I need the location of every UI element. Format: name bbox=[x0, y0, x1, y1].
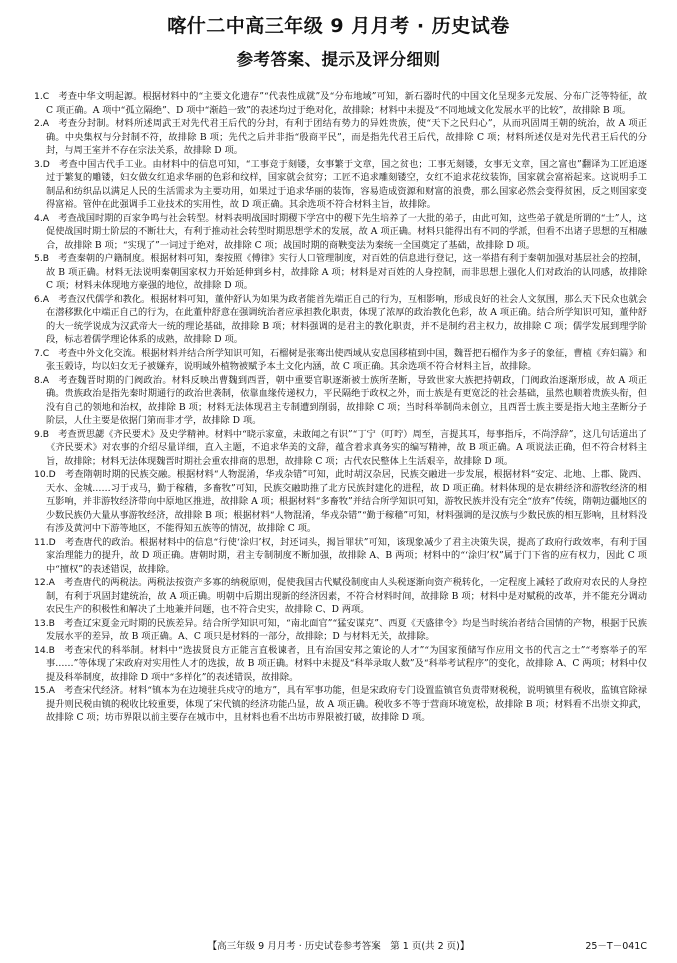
answer-explanation: 考查宋代经济。材料“镇本为在边境驻兵戍守的地方”，具有军事功能，但是宋政府专门设置监镇官负责带财税税，说明镇里有税收，监镇官除禄提升则民税由镇的税收比较重要，体现了宋代镇的经济功能凸显，故 A 项正确。税收多不等于营商环境宽松，故排除 B 项；材料看不出崇文抑武，故排除 C 项；坊市界限以前主要存在城市中，且材料也看不出坊市界限被打破，故排除 D 项。 bbox=[46, 685, 647, 723]
document-title: 喀什二中高三年级 9 月月考 · 历史试卷 bbox=[167, 15, 510, 37]
answer-explanation: 考查汉代儒学和教化。根据材料可知，董仲舒认为如果为政者能首先端正自己的行为，互相影响，形成良好的社会人文氛围，那么天下民众也就会在潜移默化中端正自己的行为，在此董仲舒意在强调统治者应承担教化职责，体现了浓厚的政治教化色彩，故 A 项正确。结合所学知识可知，董仲舒的大一统学说成为汉武帝大一统的理论基础，故排除 B 项；材料强调的是君主的教化职责，并不是制约君主权力，故排除 C 项；儒学发展到理学阶段，标志着儒学理论体系的成熟，故排除 D 项。 bbox=[46, 293, 647, 345]
answer-explanation: 考查隋朝时期的民族交融。根据材料“人物混淆，华戎杂错”可知，此时胡汉杂居，民族交融进一步发展，根据材料“安定、北地、上郡、陇西、天水、金城……习于戎马，勤于稼穑，多畜牧”可知，民族交融助推了北方民族封建化的进程，故 D 项正确。材料体现的是农耕经济和游牧经济的相互影响，并非游牧经济带向中原地区推进，故排除 A 项；根据材料“多畜牧”并结合所学知识可知，游牧民族并没有完全“放弃”传统，隋朝边疆地区的少数民族仍大量从事游牧经济，故排除 B 项；根据材料“人物混淆，华戎杂错”“勤于稼穑”可知，材料强调的是汉族与少数民族的相互影响，且材料没有涉及黄河中下游等地区，不能得知五族等的情况，故排除 C 项。 bbox=[46, 469, 647, 534]
answer-number: 11.D bbox=[34, 536, 56, 548]
answer-explanation: 考查秦朝的户籍制度。根据材料可知，秦按照《傅律》实行人口管理制度，对百姓的信息进行登记，这一举措有利于秦朝加强对基层社会的控制，故 B 项正确。材料无法说明秦朝国家权力开始延伸到乡村，故排除 A 项；材料是对百姓的人身控制，而非思想上强化人们对政治的认同感，故排除 C 项；材料未体现地方豪强的地位，故排除 D 项。 bbox=[46, 253, 647, 291]
answer-explanation: 考查贾思勰《齐民要术》及史学精神。材料中“晓示家童，未敢闻之有识”“丁宁（叮咛）周至，言提其耳，每事指斥，不尚浮辞”，这几句话道出了《齐民要术》对农事的介绍尽量详细，直入主题，不追求华美的文辞，蕴含着求真务实的编写精神，故 B 项正确。A 项说法正确，但不符合材料主旨，故排除；材料无法体现魏晋时期社会重农排商的思想，故排除 C 项；古代农民整体上生活艰辛，故排除 D 项。 bbox=[46, 428, 647, 467]
answer-item bbox=[34, 252, 647, 293]
answer-number: 2.A bbox=[34, 118, 50, 129]
answer-item bbox=[34, 374, 647, 428]
answer-item bbox=[34, 90, 647, 117]
answer-explanation: 考查分封制。材料所述周武王对先代君王后代的分封，有利于团结有势力的异姓贵族，使“天下之民归心”，从而巩固周王朝的统治，故 A 项正确。中央集权与分封制不符，故排除 B 项；先代之后并非指“殷商平民”，而是指先代君王后代，故排除 C 项；材料所述仅是对先代君王后代的分封，与周王室并不存在宗法关系，故排除 D 项。 bbox=[46, 118, 647, 156]
answer-item bbox=[34, 158, 647, 212]
answer-explanations bbox=[34, 90, 647, 926]
footer-page-info: 【高三年级 9 月月考 · 历史试卷参考答案 第 1 页(共 2 页)】 bbox=[207, 941, 470, 952]
answer-item bbox=[34, 347, 647, 374]
answer-item bbox=[34, 644, 647, 685]
answer-number: 5.B bbox=[34, 253, 50, 264]
answer-number: 14.B bbox=[34, 644, 55, 656]
answer-number: 15.A bbox=[34, 685, 55, 696]
answer-explanation: 考查中外文化交流。根据材料并结合所学知识可知，石榴树是张骞出使西域从安息国移植到中国，魏晋把石榴作为多子的象征，曹植《弃妇篇》和张玉榖诗，均以妇女无子被嫌弃，说明域外植物被赋予本土文化内涵，故 C 项正确。其余选项不符合材料主旨，故排除。 bbox=[46, 347, 647, 372]
answer-explanation: 考查唐代的两税法。两税法按资产多寡的纳税原则，促使我国古代赋役制度由人头税逐渐向资产税转化，一定程度上减轻了政府对农民的人身控制，有利于巩固封建统治，故 A 项正确。明朝中后期出现新的经济因素，不符合材料时间，故排除 B 项；材料中是对赋税的改革，并不能充分调动农民生产的积极性和解决了土地兼并问题，也不符合史实，故排除 C、D 两项。 bbox=[46, 577, 647, 615]
answer-number: 1.C bbox=[34, 91, 50, 102]
answer-number: 7.C bbox=[34, 347, 50, 359]
answer-explanation: 考查战国时期的百家争鸣与社会转型。材料表明战国时期稷下学宫中的稷下先生培养了一大批的弟子，由此可知，这些弟子就是所谓的“士”人，这促使战国时期士阶层的不断壮大，有利于推动社会转型时期思想学术的发展，故 A 项正确。材料只能得出有不同的学派，但看不出诸子思想的互相融合，故排除 B 项；“实现了”一词过于绝对，故排除 C 项；战国时期的商鞅变法为秦统一全国奠定了基础，故排除 D 项。 bbox=[46, 212, 647, 251]
answer-item bbox=[34, 117, 647, 158]
answer-item bbox=[34, 212, 647, 253]
answer-explanation: 考查宋代的科举制。材料中“选拔贤良方正能言直极谏者，且有治国安邦之策论的人才”“为国家预储写作应用文书的代言之士”“考察举子的军事……”等体现了宋政府对实用性人才的选拔，故 B 项正确。材料中未提及“科举录取人数”及“科举考试程序”的变化，故排除 A、C 两项；材料中仅提及科举制度，故排除 D 项中“多样化”的表述错误，故排除。 bbox=[46, 644, 647, 683]
page-footer bbox=[0, 938, 677, 956]
answer-item bbox=[34, 576, 647, 617]
answer-explanation: 考查辽宋夏金元时期的民族差异。结合所学知识可知，“南北面官”“猛安谋克”、西夏《天盛律令》均是当时统治者结合国情的产物，根据于民族发展水平的差异，故 B 项正确。A、C 项只是材料的一部分，故排除；D 与材料无关，故排除。 bbox=[46, 617, 647, 642]
answer-number: 4.A bbox=[34, 212, 50, 224]
answer-number: 6.A bbox=[34, 293, 50, 305]
answer-number: 9.B bbox=[34, 428, 50, 440]
answer-explanation: 考查唐代的政治。根据材料中的信息“行使‘涂归’权，封还词头，揭旨罪状”可知，该现象减少了君主决策失误，提高了政府行政效率，有利于国家治理能力的提升，故 D 项正确。唐朝时期，君主专制制度不断加强，故排除 A、B 两项；材料中的“‘涂归’权”属于门下省的应有权力，因此 C 项中“擅权”的表述错误，故排除。 bbox=[46, 536, 647, 575]
footer-doc-code: 25－T－041C bbox=[585, 941, 647, 952]
answer-item bbox=[34, 536, 647, 577]
answer-item bbox=[34, 617, 647, 644]
document-subtitle: 参考答案、提示及评分细则 bbox=[236, 50, 441, 69]
answer-number: 8.A bbox=[34, 374, 50, 386]
answer-explanation: 考查中华文明起源。根据材料中的“主要文化遗存”“代表性成就”及“分布地域”可知，新石器时代的中国文化呈现多元发展、分布广泛等特征，故 C 项正确。A 项中“孤立隔绝”、D 项中“渐趋一致”的表述均过于绝对化，故排除；材料中未提及“不同地域文化发展水平的比较”，故排除 B 项。 bbox=[46, 91, 647, 116]
answer-item bbox=[34, 684, 647, 725]
answer-number: 3.D bbox=[34, 158, 50, 170]
answer-item bbox=[34, 428, 647, 469]
answer-number: 12.A bbox=[34, 577, 55, 588]
answer-item bbox=[34, 468, 647, 536]
answer-explanation: 考查魏晋时期的门阀政治。材料反映出曹魏到西晋，朝中重要官职逐渐被士族所垄断，导致世家大族把持朝政，门阀政治逐渐形成，故 A 项正确。贵族政治是指先秦时期通行的政治世袭制，依靠血缘传递权力，平民隔绝于政权之外，而士族是有更宽泛的社会基础，虽然也顺着贵族头衔，但没有自己的领地和治权，故排除 B 项；材料无法体现君主专制遭到削弱，故排除 C 项；当时科举制尚未创立，且西晋士族主要是指大地主垄断分子阶层，人仕主要是依据门第而非才学，故排除 D 项。 bbox=[46, 374, 647, 426]
answer-number: 13.B bbox=[34, 617, 55, 629]
answer-explanation: 考查中国古代手工业。由材料中的信息可知，“工事竞于刻镂，女事繁于文章，国之贫也；工事无刻镂，女事无文章，国之富也”翻译为工匠追逐过于繁复的雕镂，妇女做女红追求华丽的色彩和纹样，国家就会贫穷；工匠不追求雕刻镂空，女红不追求花纹装饰，国家就会富裕起来。这说明手工制品和纺织品以满足人民的生活需求为主要功用，如果过于追求华丽的装饰，容易造成资源和财富的浪费，那么国家必然会变得贫困，反之则国家变得富裕。管仲在此强调手工业技术的实用性，故 D 项正确。其余选项不符合材料主旨，故排除。 bbox=[46, 158, 647, 210]
answer-number: 10.D bbox=[34, 469, 56, 480]
answer-item bbox=[34, 293, 647, 347]
